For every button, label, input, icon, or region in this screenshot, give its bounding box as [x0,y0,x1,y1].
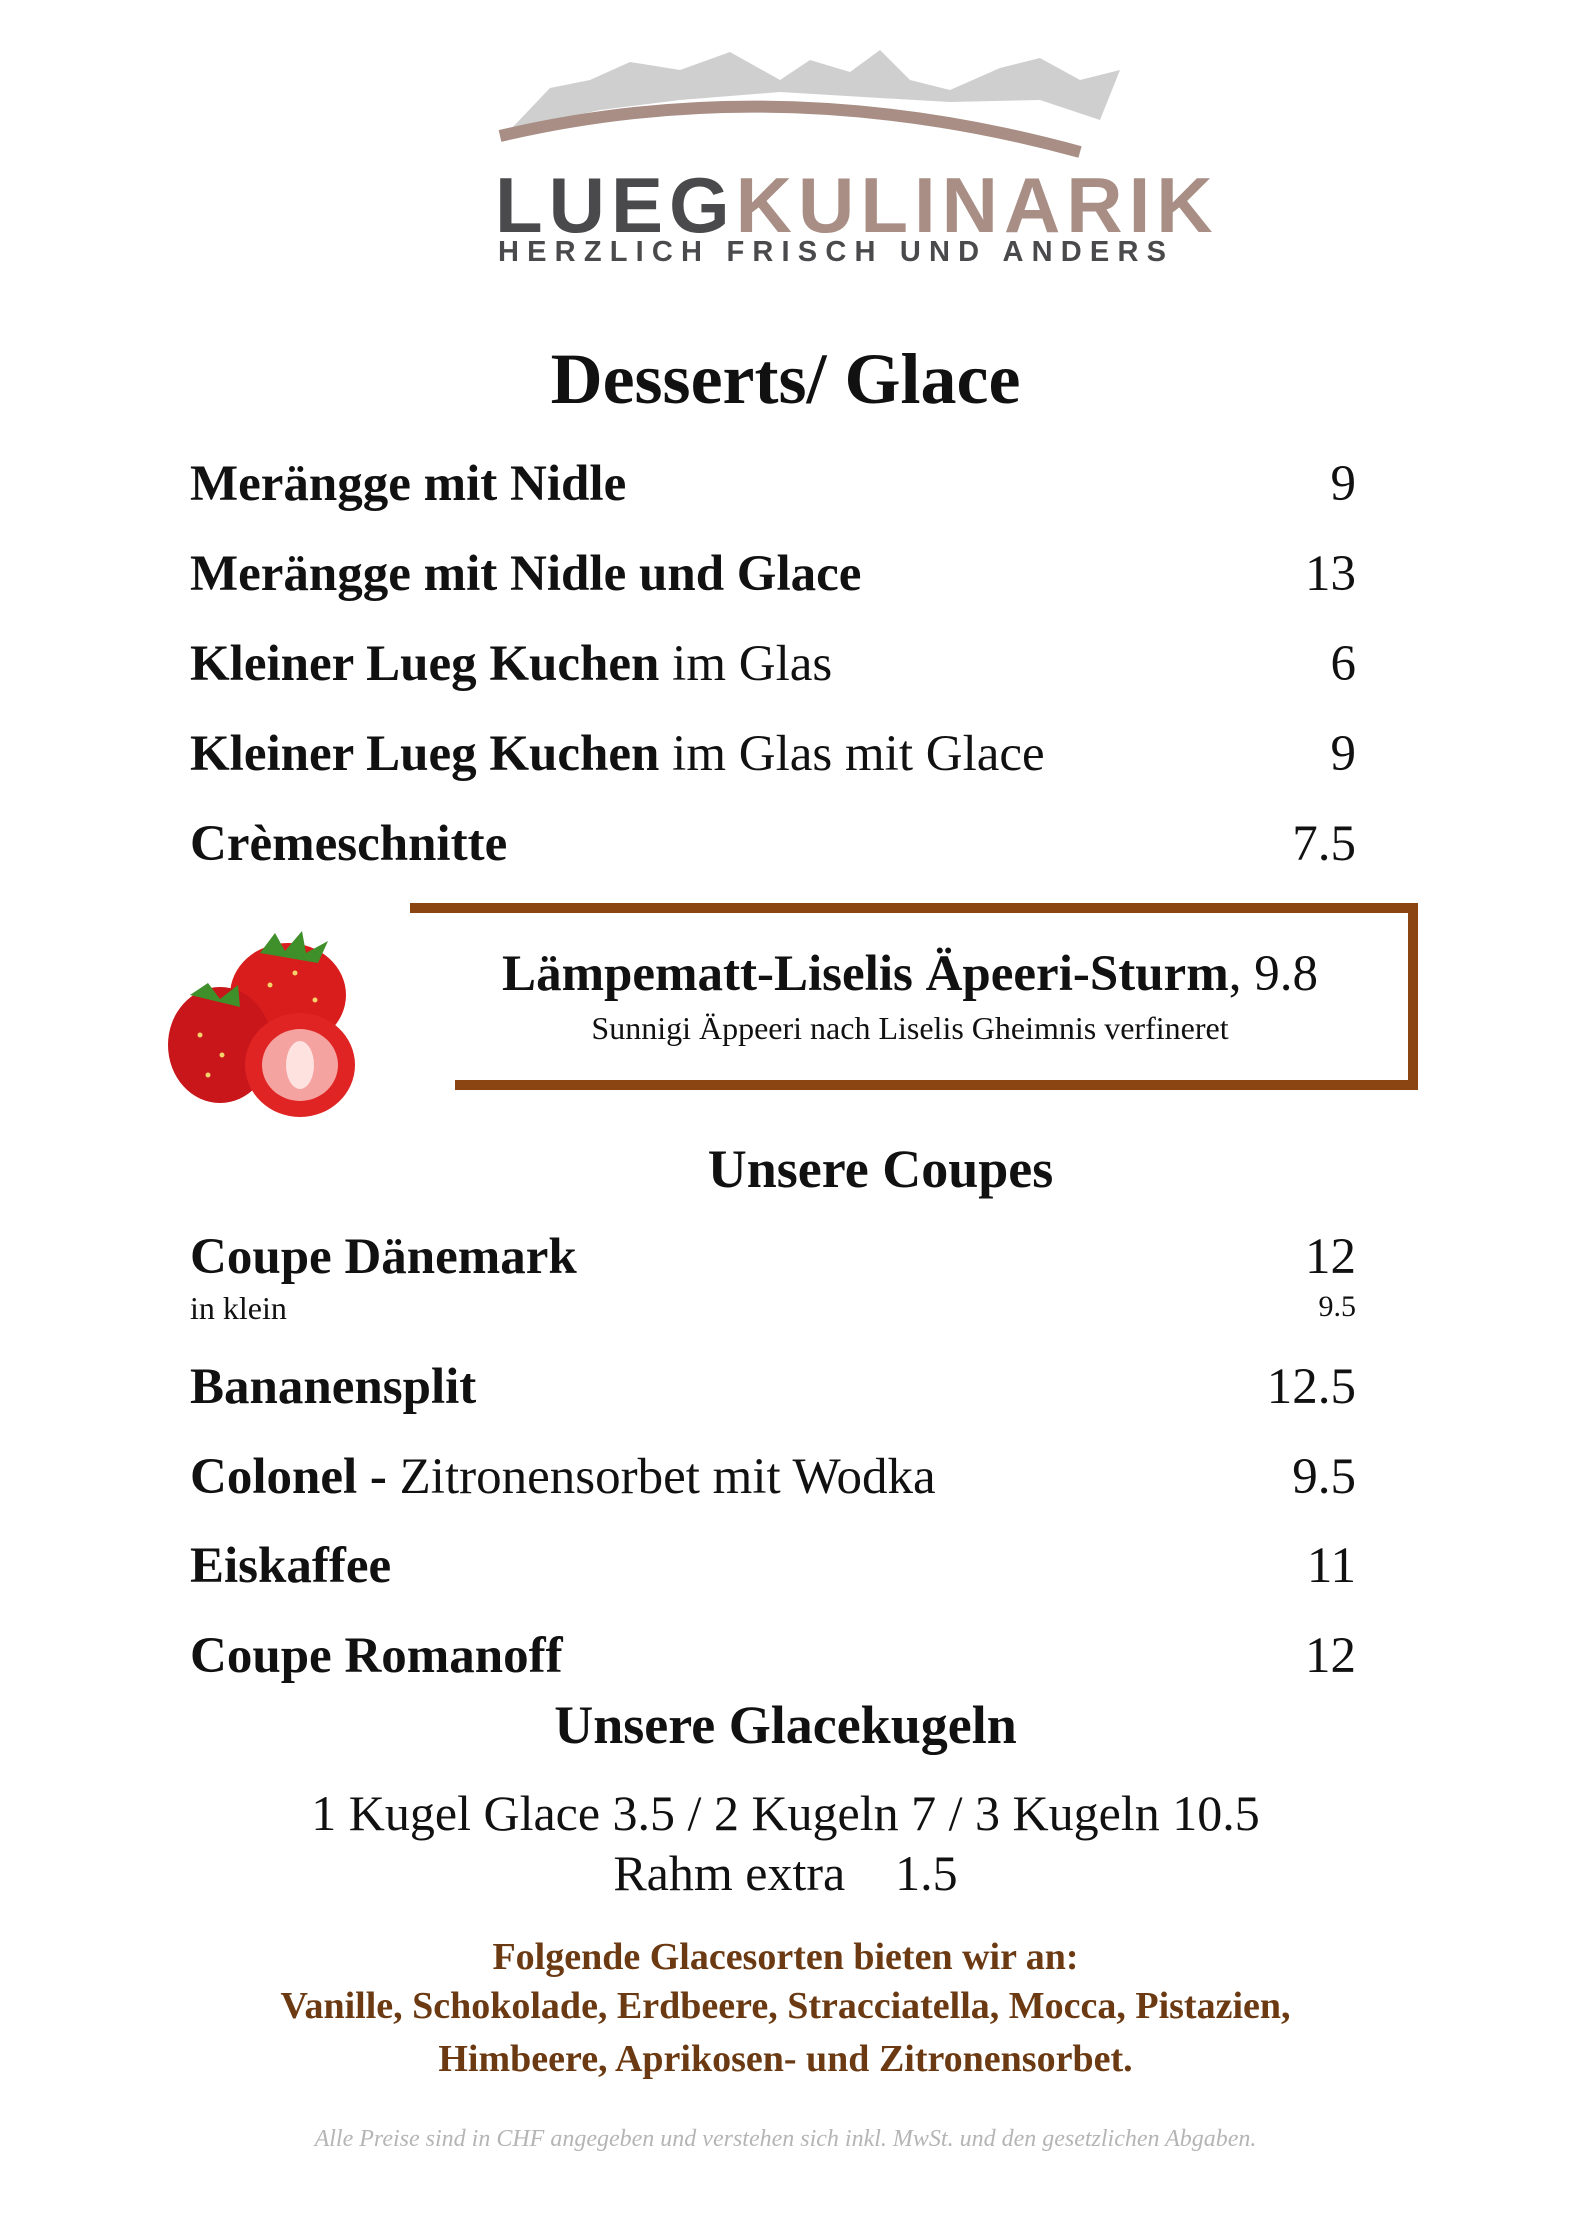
dessert-item [190,725,1356,795]
dessert-item [190,545,1356,615]
coupe-item [190,1228,1356,1298]
item-price: 12.5 [1266,1359,1356,1415]
item-price: 12 [1305,1628,1356,1684]
special-frame-top [410,903,1418,913]
rahm-extra: Rahm extra 1.5 [613,1845,958,1901]
kugeln-heading: Unsere Glacekugeln [554,1695,1017,1755]
item-name: Eiskaffee [190,1538,392,1594]
item-name: Coupe Dänemark [190,1229,577,1285]
coupe-item [190,1448,1356,1518]
page-title: Desserts/ Glace [550,339,1021,419]
special-frame-right [1408,903,1418,1090]
item-name: Kleiner Lueg Kuchen [190,636,660,692]
special-price: , 9.8 [1228,946,1318,1002]
item-name: Coupe Romanoff [190,1628,563,1684]
item-price: 9 [1330,456,1356,512]
sorten-list-1: Vanille, Schokolade, Erdbeere, Stracciatella, Mocca, Pistazien, [280,1985,1291,2027]
sorten-list-2: Himbeere, Aprikosen- und Zitronensorbet. [438,2038,1133,2080]
item-name: Merängge mit Nidle [190,456,627,512]
item-price: 12 [1305,1229,1356,1285]
item-sub-label: in klein [190,1290,287,1326]
special-title [455,945,1365,1003]
dessert-item [190,815,1356,885]
coupe-item [190,1358,1356,1428]
mountain-logo-icon [480,40,1130,160]
item-detail: Zitronensorbet mit Wodka [399,1449,936,1505]
item-sub-price: 9.5 [1318,1290,1356,1323]
item-price: 11 [1306,1538,1356,1594]
item-price: 13 [1305,546,1356,602]
item-price: 6 [1330,636,1356,692]
item-detail: im Glas [659,636,833,692]
item-name: Colonel - [190,1449,400,1505]
coupe-item [190,1537,1356,1607]
coupe-subitem [190,1290,1356,1330]
special-frame-bottom [455,1080,1418,1090]
sorten-intro: Folgende Glacesorten bieten wir an: [492,1936,1079,1978]
strawberry-image [160,925,370,1125]
item-price: 7.5 [1292,816,1356,872]
item-name: Bananensplit [190,1359,477,1415]
logo-wordmark: LUEGKULINARIK [495,161,1219,249]
dessert-item [190,455,1356,525]
logo [480,40,1219,280]
coupe-item [190,1627,1356,1697]
item-detail: im Glas mit Glace [659,726,1045,782]
coupes-heading: Unsere Coupes [707,1139,1054,1199]
item-name: Crèmeschnitte [190,816,508,872]
item-name: Merängge mit Nidle und Glace [190,546,862,602]
footer-note: Alle Preise sind in CHF angegeben und verstehen sich inkl. MwSt. und den gesetzlichen Abgaben. [314,2126,1257,2152]
item-name: Kleiner Lueg Kuchen [190,726,660,782]
item-price: 9.5 [1292,1449,1356,1505]
item-price: 9 [1330,726,1356,782]
dessert-item [190,635,1356,705]
kugeln-prices: 1 Kugel Glace 3.5 / 2 Kugeln 7 / 3 Kugeln 10.5 [311,1785,1260,1841]
special-name: Lämpematt-Liselis Äpeeri-Sturm [502,946,1229,1002]
logo-tagline: HERZLICH FRISCH UND ANDERS [498,236,1175,268]
special-description: Sunnigi Äppeeri nach Liselis Gheimnis verfineret [591,1010,1229,1046]
